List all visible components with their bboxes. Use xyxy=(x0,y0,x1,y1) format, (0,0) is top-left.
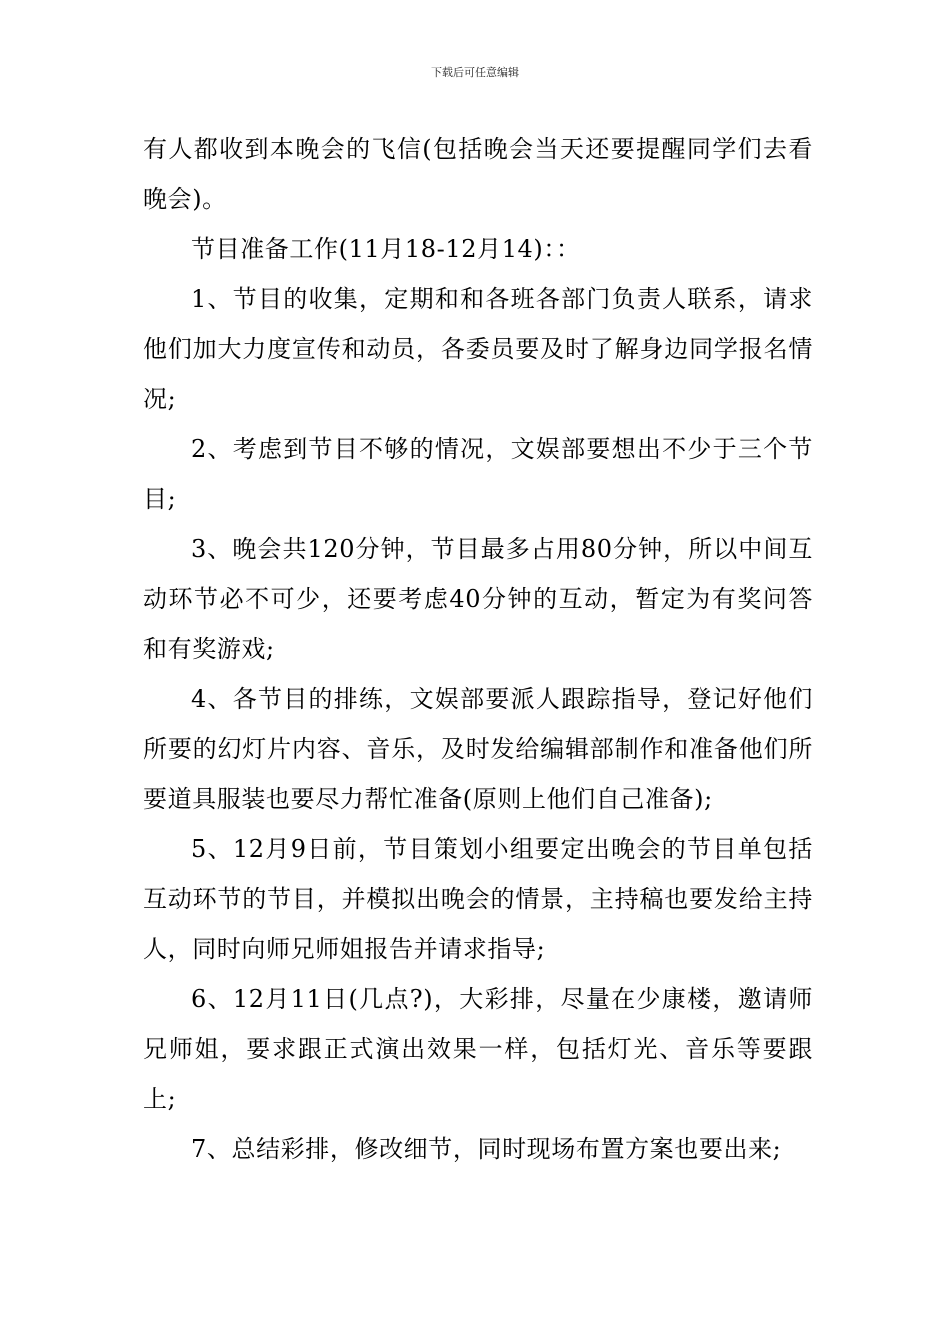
list-item: 6、12月11日(几点?)，大彩排，尽量在少康楼，邀请师兄师姐，要求跟正式演出效果一样，包括灯光、音乐等要跟上; xyxy=(143,985,813,1113)
page-header: 下载后可任意编辑 xyxy=(431,66,519,79)
document-body xyxy=(143,124,813,1174)
list-item: 4、各节目的排练，文娱部要派人跟踪指导，登记好他们所要的幻灯片内容、音乐，及时发给编辑部制作和准备他们所要道具服装也要尽力帮忙准备(原则上他们自己准备); xyxy=(143,685,813,813)
list-item: 5、12月9日前，节目策划小组要定出晚会的节目单包括互动环节的节目，并模拟出晚会的情景，主持稿也要发给主持人，同时向师兄师姐报告并请求指导; xyxy=(143,835,813,963)
list-item: 7、总结彩排，修改细节，同时现场布置方案也要出来; xyxy=(191,1135,782,1163)
list-item: 3、晚会共120分钟，节目最多占用80分钟，所以中间互动环节必不可少，还要考虑40分钟的互动，暂定为有奖问答和有奖游戏; xyxy=(143,535,813,663)
list-item: 2、考虑到节目不够的情况，文娱部要想出不少于三个节目; xyxy=(143,435,813,513)
list-item: 1、节目的收集，定期和和各班各部门负责人联系，请求他们加大力度宣传和动员，各委员要及时了解身边同学报名情况; xyxy=(143,285,813,413)
paragraph-continuation: 有人都收到本晚会的飞信(包括晚会当天还要提醒同学们去看晚会)。 xyxy=(143,135,813,213)
paragraph-section-heading: 节目准备工作(11月18-12月14)：： xyxy=(191,235,581,263)
